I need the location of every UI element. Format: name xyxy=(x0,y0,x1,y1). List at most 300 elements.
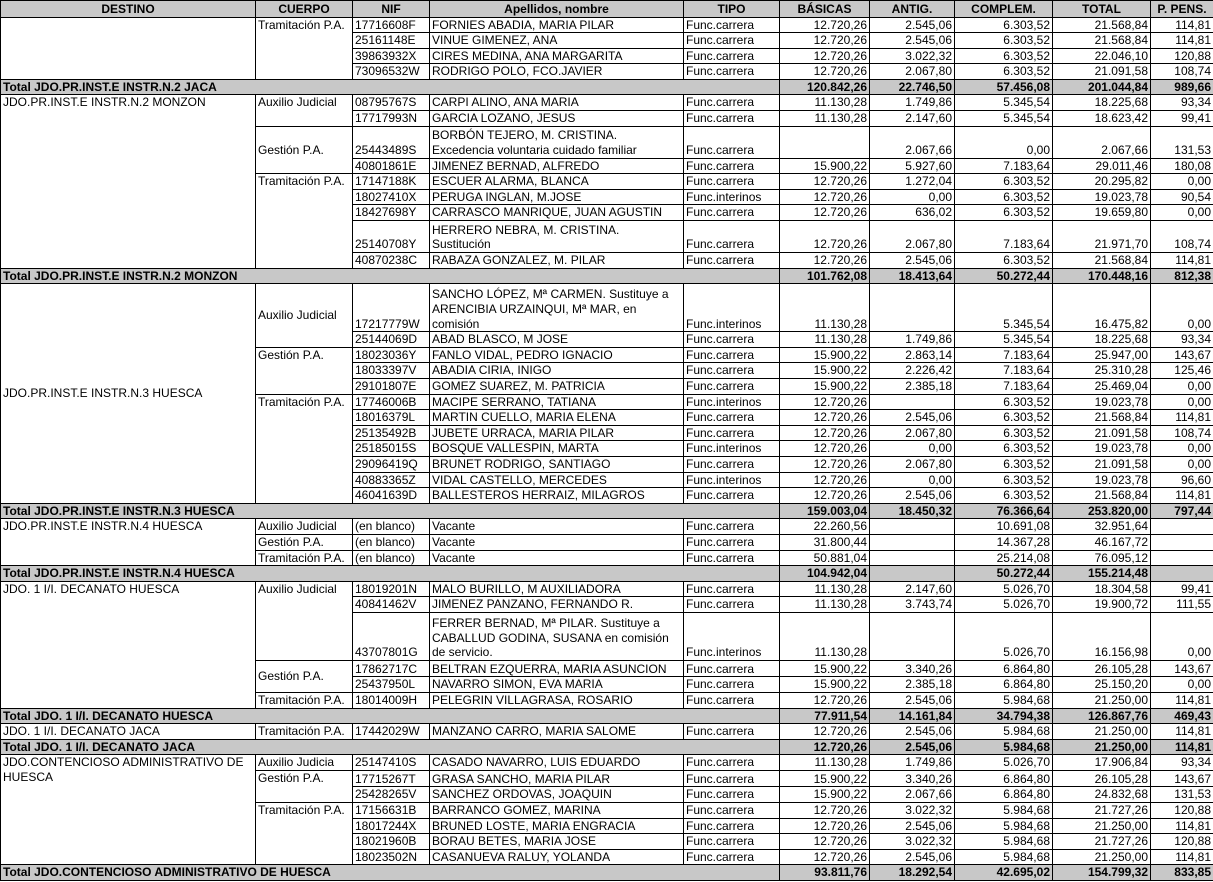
antig-cell[interactable] xyxy=(870,534,955,550)
basicas-cell[interactable]: 12.720,26 xyxy=(780,221,870,253)
tipo-cell[interactable]: Func.carrera xyxy=(684,849,780,865)
nombre-cell[interactable]: Vacante xyxy=(430,519,684,535)
ppens-cell[interactable]: 114,81 xyxy=(1151,849,1213,865)
column-header-basicas[interactable]: BÁSICAS xyxy=(780,1,870,18)
tipo-cell[interactable]: Func.carrera xyxy=(684,48,780,64)
cuerpo-cell[interactable]: Tramitación P.A. xyxy=(256,693,353,709)
ppens-cell[interactable]: 93,34 xyxy=(1151,332,1213,348)
tipo-cell[interactable]: Func.carrera xyxy=(684,221,780,253)
nombre-cell[interactable]: RODRIGO POLO, FCO.JAVIER xyxy=(430,64,684,80)
antig-cell[interactable]: 2.067,80 xyxy=(870,456,955,472)
complem-cell[interactable]: 5.984,68 xyxy=(955,724,1053,740)
basicas-cell[interactable]: 12.720,26 xyxy=(780,189,870,205)
antig-cell[interactable]: 2.067,80 xyxy=(870,64,955,80)
tipo-cell[interactable]: Func.carrera xyxy=(684,677,780,693)
total-label-cell[interactable]: Total JDO.PR.INST.E INSTR.N.4 HUESCA xyxy=(1,566,780,582)
column-header-destino[interactable]: DESTINO xyxy=(1,1,256,18)
complem-cell[interactable]: 5.984,68 xyxy=(955,818,1053,834)
total-cell[interactable]: 126.867,76 xyxy=(1053,708,1151,724)
complem-cell[interactable]: 6.303,52 xyxy=(955,456,1053,472)
nombre-cell[interactable]: Vacante xyxy=(430,550,684,566)
antig-cell[interactable]: 0,00 xyxy=(870,441,955,457)
nif-cell[interactable]: 43707801G xyxy=(353,612,430,660)
nif-cell[interactable]: 18014009H xyxy=(353,693,430,709)
complem-cell[interactable]: 6.303,52 xyxy=(955,205,1053,221)
basicas-cell[interactable]: 12.720,26 xyxy=(780,394,870,410)
total-label-cell[interactable]: Total JDO.PR.INST.E INSTR.N.2 MONZON xyxy=(1,268,780,284)
total-cell[interactable]: 46.167,72 xyxy=(1053,534,1151,550)
tipo-cell[interactable]: Func.carrera xyxy=(684,347,780,363)
complem-cell[interactable]: 34.794,38 xyxy=(955,708,1053,724)
basicas-cell[interactable]: 15.900,22 xyxy=(780,347,870,363)
complem-cell[interactable]: 5.984,68 xyxy=(955,693,1053,709)
antig-cell[interactable]: 3.022,32 xyxy=(870,803,955,819)
complem-cell[interactable]: 6.303,52 xyxy=(955,64,1053,80)
complem-cell[interactable]: 6.303,52 xyxy=(955,48,1053,64)
basicas-cell[interactable]: 12.720,26 xyxy=(780,174,870,190)
destino-cell[interactable]: JDO.PR.INST.E INSTR.N.3 HUESCA xyxy=(1,284,256,504)
ppens-cell[interactable] xyxy=(1151,550,1213,566)
ppens-cell[interactable]: 0,00 xyxy=(1151,174,1213,190)
nif-cell[interactable]: 18019201N xyxy=(353,581,430,597)
ppens-cell[interactable] xyxy=(1151,534,1213,550)
antig-cell[interactable]: 18.413,64 xyxy=(870,268,955,284)
tipo-cell[interactable]: Func.carrera xyxy=(684,519,780,535)
total-cell[interactable]: 154.799,32 xyxy=(1053,865,1151,881)
ppens-cell[interactable]: 0,00 xyxy=(1151,441,1213,457)
antig-cell[interactable]: 2.545,06 xyxy=(870,849,955,865)
total-cell[interactable]: 170.448,16 xyxy=(1053,268,1151,284)
basicas-cell[interactable]: 101.762,08 xyxy=(780,268,870,284)
nombre-cell[interactable]: ABAD BLASCO, M JOSE xyxy=(430,332,684,348)
ppens-cell[interactable]: 114,81 xyxy=(1151,17,1213,33)
complem-cell[interactable]: 5.345,54 xyxy=(955,284,1053,332)
complem-cell[interactable]: 5.026,70 xyxy=(955,755,1053,771)
nombre-cell[interactable]: GRASA SANCHO, MARIA PILAR xyxy=(430,770,684,787)
tipo-cell[interactable]: Func.carrera xyxy=(684,126,780,158)
basicas-cell[interactable]: 15.900,22 xyxy=(780,660,870,677)
basicas-cell[interactable]: 12.720,26 xyxy=(780,472,870,488)
total-cell[interactable]: 21.568,84 xyxy=(1053,17,1151,33)
antig-cell[interactable]: 2.545,06 xyxy=(870,739,955,755)
total-cell[interactable]: 26.105,28 xyxy=(1053,660,1151,677)
basicas-cell[interactable]: 12.720,26 xyxy=(780,441,870,457)
ppens-cell[interactable]: 108,74 xyxy=(1151,64,1213,80)
ppens-cell[interactable]: 180,08 xyxy=(1151,158,1213,174)
basicas-cell[interactable]: 11.130,28 xyxy=(780,111,870,127)
complem-cell[interactable]: 50.272,44 xyxy=(955,566,1053,582)
complem-cell[interactable]: 25.214,08 xyxy=(955,550,1053,566)
tipo-cell[interactable]: Func.interinos xyxy=(684,612,780,660)
nombre-cell[interactable]: MARTIN CUELLO, MARIA ELENA xyxy=(430,410,684,426)
antig-cell[interactable]: 2.545,06 xyxy=(870,410,955,426)
tipo-cell[interactable]: Func.carrera xyxy=(684,724,780,740)
tipo-cell[interactable]: Func.interinos xyxy=(684,394,780,410)
nif-cell[interactable]: 25135492B xyxy=(353,425,430,441)
ppens-cell[interactable]: 99,41 xyxy=(1151,581,1213,597)
ppens-cell[interactable]: 114,81 xyxy=(1151,818,1213,834)
tipo-cell[interactable]: Func.carrera xyxy=(684,660,780,677)
nif-cell[interactable]: 08795767S xyxy=(353,95,430,111)
antig-cell[interactable]: 2.545,06 xyxy=(870,33,955,49)
total-cell[interactable]: 21.091,58 xyxy=(1053,456,1151,472)
column-header-complem[interactable]: COMPLEM. xyxy=(955,1,1053,18)
complem-cell[interactable]: 5.984,68 xyxy=(955,849,1053,865)
nombre-cell[interactable]: FANLO VIDAL, PEDRO IGNACIO xyxy=(430,347,684,363)
antig-cell[interactable]: 14.161,84 xyxy=(870,708,955,724)
total-cell[interactable]: 19.900,72 xyxy=(1053,597,1151,613)
nombre-cell[interactable]: JIMENEZ BERNAD, ALFREDO xyxy=(430,158,684,174)
destino-cell[interactable]: JDO.PR.INST.E INSTR.N.2 MONZON xyxy=(1,95,256,268)
ppens-cell[interactable]: 0,00 xyxy=(1151,612,1213,660)
nombre-cell[interactable]: FERRER BERNAD, Mª PILAR. Sustituye a CABALLUD GODINA, SUSANA en comisión de servicio. xyxy=(430,612,684,660)
tipo-cell[interactable]: Func.interinos xyxy=(684,189,780,205)
antig-cell[interactable]: 2.067,66 xyxy=(870,126,955,158)
nif-cell[interactable]: 18033397V xyxy=(353,363,430,379)
complem-cell[interactable]: 5.984,68 xyxy=(955,834,1053,850)
nif-cell[interactable]: (en blanco) xyxy=(353,550,430,566)
nombre-cell[interactable]: VIDAL CASTELLO, MERCEDES xyxy=(430,472,684,488)
complem-cell[interactable]: 6.864,80 xyxy=(955,660,1053,677)
ppens-cell[interactable]: 108,74 xyxy=(1151,221,1213,253)
nombre-cell[interactable]: CARRASCO MANRIQUE, JUAN AGUSTIN xyxy=(430,205,684,221)
ppens-cell[interactable]: 108,74 xyxy=(1151,425,1213,441)
complem-cell[interactable]: 6.864,80 xyxy=(955,787,1053,803)
tipo-cell[interactable]: Func.carrera xyxy=(684,693,780,709)
total-cell[interactable]: 18.225,68 xyxy=(1053,95,1151,111)
nif-cell[interactable]: (en blanco) xyxy=(353,519,430,535)
nif-cell[interactable]: 25428265V xyxy=(353,787,430,803)
nif-cell[interactable]: 18427698Y xyxy=(353,205,430,221)
ppens-cell[interactable]: 812,38 xyxy=(1151,268,1213,284)
ppens-cell[interactable]: 131,53 xyxy=(1151,787,1213,803)
ppens-cell[interactable]: 469,43 xyxy=(1151,708,1213,724)
basicas-cell[interactable]: 12.720,26 xyxy=(780,456,870,472)
total-cell[interactable]: 21.250,00 xyxy=(1053,818,1151,834)
nombre-cell[interactable]: BORBÓN TEJERO, M. CRISTINA. Excedencia voluntaria cuidado familiar xyxy=(430,126,684,158)
ppens-cell[interactable]: 111,55 xyxy=(1151,597,1213,613)
antig-cell[interactable]: 0,00 xyxy=(870,472,955,488)
nombre-cell[interactable]: JUBETE URRACA, MARIA PILAR xyxy=(430,425,684,441)
total-cell[interactable]: 2.067,66 xyxy=(1053,126,1151,158)
total-label-cell[interactable]: Total JDO.PR.INST.E INSTR.N.2 JACA xyxy=(1,79,780,95)
tipo-cell[interactable]: Func.carrera xyxy=(684,33,780,49)
total-cell[interactable]: 21.250,00 xyxy=(1053,724,1151,740)
basicas-cell[interactable]: 12.720,26 xyxy=(780,849,870,865)
complem-cell[interactable]: 50.272,44 xyxy=(955,268,1053,284)
complem-cell[interactable]: 6.864,80 xyxy=(955,770,1053,787)
antig-cell[interactable]: 22.746,50 xyxy=(870,79,955,95)
nif-cell[interactable]: 17147188K xyxy=(353,174,430,190)
nif-cell[interactable]: 40841462V xyxy=(353,597,430,613)
total-cell[interactable]: 21.091,58 xyxy=(1053,64,1151,80)
nif-cell[interactable]: 18023036Y xyxy=(353,347,430,363)
nombre-cell[interactable]: CASADO NAVARRO, LUIS EDUARDO xyxy=(430,755,684,771)
nif-cell[interactable]: 25144069D xyxy=(353,332,430,348)
complem-cell[interactable]: 6.303,52 xyxy=(955,394,1053,410)
tipo-cell[interactable]: Func.carrera xyxy=(684,332,780,348)
nif-cell[interactable]: 18021960B xyxy=(353,834,430,850)
complem-cell[interactable]: 7.183,64 xyxy=(955,363,1053,379)
total-label-cell[interactable]: Total JDO.PR.INST.E INSTR.N.3 HUESCA xyxy=(1,503,780,519)
ppens-cell[interactable]: 131,53 xyxy=(1151,126,1213,158)
nif-cell[interactable]: 17715267T xyxy=(353,770,430,787)
tipo-cell[interactable]: Func.carrera xyxy=(684,111,780,127)
ppens-cell[interactable]: 0,00 xyxy=(1151,379,1213,395)
cuerpo-cell[interactable]: Tramitación P.A. xyxy=(256,17,353,79)
basicas-cell[interactable]: 120.842,26 xyxy=(780,79,870,95)
antig-cell[interactable]: 0,00 xyxy=(870,189,955,205)
nif-cell[interactable]: 39863932X xyxy=(353,48,430,64)
column-header-ppens[interactable]: P. PENS. xyxy=(1151,1,1213,18)
total-cell[interactable]: 20.295,82 xyxy=(1053,174,1151,190)
nombre-cell[interactable]: SANCHO LÓPEZ, Mª CARMEN. Sustituye a ARENCIBIA URZAINQUI, Mª MAR, en comisión xyxy=(430,284,684,332)
nombre-cell[interactable]: BORAU BETES, MARIA JOSE xyxy=(430,834,684,850)
antig-cell[interactable]: 2.067,80 xyxy=(870,425,955,441)
ppens-cell[interactable]: 114,81 xyxy=(1151,33,1213,49)
nif-cell[interactable]: 25443489S xyxy=(353,126,430,158)
ppens-cell[interactable]: 833,85 xyxy=(1151,865,1213,881)
ppens-cell[interactable]: 120,88 xyxy=(1151,48,1213,64)
tipo-cell[interactable]: Func.interinos xyxy=(684,441,780,457)
cuerpo-cell[interactable]: Gestión P.A. xyxy=(256,770,353,802)
nif-cell[interactable]: 25185015S xyxy=(353,441,430,457)
nombre-cell[interactable]: PERUGA INGLAN, M.JOSE xyxy=(430,189,684,205)
basicas-cell[interactable]: 11.130,28 xyxy=(780,597,870,613)
basicas-cell[interactable]: 11.130,28 xyxy=(780,332,870,348)
basicas-cell[interactable]: 11.130,28 xyxy=(780,581,870,597)
ppens-cell[interactable]: 797,44 xyxy=(1151,503,1213,519)
nif-cell[interactable]: 25140708Y xyxy=(353,221,430,253)
nombre-cell[interactable]: ESCUER ALARMA, BLANCA xyxy=(430,174,684,190)
complem-cell[interactable]: 5.026,70 xyxy=(955,612,1053,660)
antig-cell[interactable]: 2.863,14 xyxy=(870,347,955,363)
total-cell[interactable]: 21.568,84 xyxy=(1053,410,1151,426)
tipo-cell[interactable]: Func.carrera xyxy=(684,581,780,597)
cuerpo-cell[interactable]: Gestión P.A. xyxy=(256,534,353,550)
total-cell[interactable]: 21.727,26 xyxy=(1053,803,1151,819)
nif-cell[interactable]: 17217779W xyxy=(353,284,430,332)
complem-cell[interactable]: 5.984,68 xyxy=(955,803,1053,819)
cuerpo-cell[interactable]: Gestión P.A. xyxy=(256,660,353,692)
ppens-cell[interactable]: 114,81 xyxy=(1151,253,1213,269)
ppens-cell[interactable]: 0,00 xyxy=(1151,205,1213,221)
antig-cell[interactable]: 2.147,60 xyxy=(870,111,955,127)
nif-cell[interactable]: 29101807E xyxy=(353,379,430,395)
total-cell[interactable]: 16.475,82 xyxy=(1053,284,1151,332)
cuerpo-cell[interactable]: Auxilio Judicia xyxy=(256,755,353,771)
total-cell[interactable]: 29.011,46 xyxy=(1053,158,1151,174)
ppens-cell[interactable]: 99,41 xyxy=(1151,111,1213,127)
destino-cell[interactable] xyxy=(1,17,256,79)
basicas-cell[interactable]: 12.720,26 xyxy=(780,410,870,426)
column-header-nombre[interactable]: Apellidos, nombre xyxy=(430,1,684,18)
complem-cell[interactable]: 7.183,64 xyxy=(955,379,1053,395)
complem-cell[interactable]: 7.183,64 xyxy=(955,347,1053,363)
nombre-cell[interactable]: MANZANO CARRO, MARIA SALOME xyxy=(430,724,684,740)
antig-cell[interactable] xyxy=(870,566,955,582)
basicas-cell[interactable]: 12.720,26 xyxy=(780,48,870,64)
antig-cell[interactable]: 18.450,32 xyxy=(870,503,955,519)
total-cell[interactable]: 21.568,84 xyxy=(1053,33,1151,49)
basicas-cell[interactable]: 15.900,22 xyxy=(780,787,870,803)
antig-cell[interactable]: 2.545,06 xyxy=(870,488,955,504)
total-cell[interactable]: 76.095,12 xyxy=(1053,550,1151,566)
complem-cell[interactable]: 6.303,52 xyxy=(955,253,1053,269)
basicas-cell[interactable]: 12.720,26 xyxy=(780,425,870,441)
complem-cell[interactable]: 10.691,08 xyxy=(955,519,1053,535)
tipo-cell[interactable]: Func.carrera xyxy=(684,456,780,472)
complem-cell[interactable]: 6.303,52 xyxy=(955,189,1053,205)
total-label-cell[interactable]: Total JDO. 1 I/I. DECANATO HUESCA xyxy=(1,708,780,724)
complem-cell[interactable]: 6.303,52 xyxy=(955,174,1053,190)
basicas-cell[interactable] xyxy=(780,126,870,158)
basicas-cell[interactable]: 11.130,28 xyxy=(780,284,870,332)
basicas-cell[interactable]: 12.720,26 xyxy=(780,803,870,819)
antig-cell[interactable] xyxy=(870,550,955,566)
antig-cell[interactable] xyxy=(870,284,955,332)
basicas-cell[interactable]: 15.900,22 xyxy=(780,770,870,787)
ppens-cell[interactable]: 114,81 xyxy=(1151,488,1213,504)
nombre-cell[interactable]: MALO BURILLO, M AUXILIADORA xyxy=(430,581,684,597)
tipo-cell[interactable]: Func.carrera xyxy=(684,770,780,787)
nombre-cell[interactable]: JIMENEZ PANZANO, FERNANDO R. xyxy=(430,597,684,613)
antig-cell[interactable] xyxy=(870,612,955,660)
total-cell[interactable]: 21.568,84 xyxy=(1053,253,1151,269)
complem-cell[interactable]: 6.303,52 xyxy=(955,472,1053,488)
destino-cell[interactable]: JDO.CONTENCIOSO ADMINISTRATIVO DE HUESCA xyxy=(1,755,256,865)
nif-cell[interactable]: 17862717C xyxy=(353,660,430,677)
ppens-cell[interactable]: 0,00 xyxy=(1151,394,1213,410)
tipo-cell[interactable]: Func.carrera xyxy=(684,174,780,190)
tipo-cell[interactable]: Func.carrera xyxy=(684,488,780,504)
nif-cell[interactable]: (en blanco) xyxy=(353,534,430,550)
total-cell[interactable]: 21.250,00 xyxy=(1053,693,1151,709)
ppens-cell[interactable]: 989,66 xyxy=(1151,79,1213,95)
total-cell[interactable]: 21.250,00 xyxy=(1053,739,1151,755)
complem-cell[interactable]: 76.366,64 xyxy=(955,503,1053,519)
antig-cell[interactable]: 2.067,66 xyxy=(870,787,955,803)
total-cell[interactable]: 19.023,78 xyxy=(1053,472,1151,488)
tipo-cell[interactable]: Func.carrera xyxy=(684,818,780,834)
nombre-cell[interactable]: PELEGRIN VILLAGRASA, ROSARIO xyxy=(430,693,684,709)
ppens-cell[interactable]: 93,34 xyxy=(1151,95,1213,111)
total-cell[interactable]: 155.214,48 xyxy=(1053,566,1151,582)
nif-cell[interactable]: 73096532W xyxy=(353,64,430,80)
basicas-cell[interactable]: 12.720,26 xyxy=(780,488,870,504)
column-header-cuerpo[interactable]: CUERPO xyxy=(256,1,353,18)
nif-cell[interactable]: 17156631B xyxy=(353,803,430,819)
complem-cell[interactable]: 5.984,68 xyxy=(955,739,1053,755)
ppens-cell[interactable]: 120,88 xyxy=(1151,834,1213,850)
basicas-cell[interactable]: 104.942,04 xyxy=(780,566,870,582)
nombre-cell[interactable]: BRUNET RODRIGO, SANTIAGO xyxy=(430,456,684,472)
antig-cell[interactable] xyxy=(870,394,955,410)
total-cell[interactable]: 18.623,42 xyxy=(1053,111,1151,127)
total-cell[interactable]: 201.044,84 xyxy=(1053,79,1151,95)
tipo-cell[interactable]: Func.carrera xyxy=(684,550,780,566)
nif-cell[interactable]: 25437950L xyxy=(353,677,430,693)
nif-cell[interactable]: 25161148E xyxy=(353,33,430,49)
tipo-cell[interactable]: Func.carrera xyxy=(684,379,780,395)
ppens-cell[interactable]: 96,60 xyxy=(1151,472,1213,488)
total-cell[interactable]: 21.971,70 xyxy=(1053,221,1151,253)
total-cell[interactable]: 19.023,78 xyxy=(1053,441,1151,457)
ppens-cell[interactable]: 120,88 xyxy=(1151,803,1213,819)
complem-cell[interactable]: 0,00 xyxy=(955,126,1053,158)
total-cell[interactable]: 253.820,00 xyxy=(1053,503,1151,519)
basicas-cell[interactable]: 15.900,22 xyxy=(780,363,870,379)
cuerpo-cell[interactable]: Tramitación P.A. xyxy=(256,550,353,566)
ppens-cell[interactable]: 114,81 xyxy=(1151,724,1213,740)
nif-cell[interactable]: 40801861E xyxy=(353,158,430,174)
basicas-cell[interactable]: 15.900,22 xyxy=(780,379,870,395)
nif-cell[interactable]: 40870238C xyxy=(353,253,430,269)
total-cell[interactable]: 17.906,84 xyxy=(1053,755,1151,771)
antig-cell[interactable]: 3.340,26 xyxy=(870,660,955,677)
nif-cell[interactable]: 40883365Z xyxy=(353,472,430,488)
column-header-total[interactable]: TOTAL xyxy=(1053,1,1151,18)
nombre-cell[interactable]: Vacante xyxy=(430,534,684,550)
nif-cell[interactable]: 18027410X xyxy=(353,189,430,205)
tipo-cell[interactable]: Func.carrera xyxy=(684,787,780,803)
ppens-cell[interactable]: 114,81 xyxy=(1151,693,1213,709)
antig-cell[interactable]: 3.340,26 xyxy=(870,770,955,787)
basicas-cell[interactable]: 12.720,26 xyxy=(780,739,870,755)
nombre-cell[interactable]: ABADIA CIRIA, INIGO xyxy=(430,363,684,379)
antig-cell[interactable]: 2.385,18 xyxy=(870,379,955,395)
tipo-cell[interactable]: Func.carrera xyxy=(684,534,780,550)
basicas-cell[interactable]: 12.720,26 xyxy=(780,693,870,709)
cuerpo-cell[interactable]: Gestión P.A. xyxy=(256,347,353,394)
complem-cell[interactable]: 7.183,64 xyxy=(955,221,1053,253)
total-cell[interactable]: 22.046,10 xyxy=(1053,48,1151,64)
nombre-cell[interactable]: SANCHEZ ORDOVAS, JOAQUIN xyxy=(430,787,684,803)
antig-cell[interactable]: 2.545,06 xyxy=(870,253,955,269)
complem-cell[interactable]: 57.456,08 xyxy=(955,79,1053,95)
nombre-cell[interactable]: BALLESTEROS HERRAIZ, MILAGROS xyxy=(430,488,684,504)
complem-cell[interactable]: 14.367,28 xyxy=(955,534,1053,550)
nombre-cell[interactable]: NAVARRO SIMON, EVA MARIA xyxy=(430,677,684,693)
nombre-cell[interactable]: BOSQUE VALLESPIN, MARTA xyxy=(430,441,684,457)
complem-cell[interactable]: 6.864,80 xyxy=(955,677,1053,693)
complem-cell[interactable]: 7.183,64 xyxy=(955,158,1053,174)
nombre-cell[interactable]: RABAZA GONZALEZ, M. PILAR xyxy=(430,253,684,269)
destino-cell[interactable]: JDO.PR.INST.E INSTR.N.4 HUESCA xyxy=(1,519,256,566)
ppens-cell[interactable]: 93,34 xyxy=(1151,755,1213,771)
antig-cell[interactable]: 2.147,60 xyxy=(870,581,955,597)
basicas-cell[interactable]: 11.130,28 xyxy=(780,612,870,660)
total-cell[interactable]: 25.469,04 xyxy=(1053,379,1151,395)
nif-cell[interactable]: 17716608F xyxy=(353,17,430,33)
antig-cell[interactable] xyxy=(870,519,955,535)
ppens-cell[interactable]: 143,67 xyxy=(1151,770,1213,787)
antig-cell[interactable]: 2.385,18 xyxy=(870,677,955,693)
nif-cell[interactable]: 18016379L xyxy=(353,410,430,426)
tipo-cell[interactable]: Func.carrera xyxy=(684,803,780,819)
tipo-cell[interactable]: Func.carrera xyxy=(684,95,780,111)
ppens-cell[interactable]: 125,46 xyxy=(1151,363,1213,379)
ppens-cell[interactable]: 114,81 xyxy=(1151,739,1213,755)
tipo-cell[interactable]: Func.carrera xyxy=(684,253,780,269)
antig-cell[interactable]: 18.292,54 xyxy=(870,865,955,881)
complem-cell[interactable]: 6.303,52 xyxy=(955,410,1053,426)
tipo-cell[interactable]: Func.interinos xyxy=(684,472,780,488)
total-cell[interactable]: 19.023,78 xyxy=(1053,189,1151,205)
destino-cell[interactable]: JDO. 1 I/I. DECANATO HUESCA xyxy=(1,581,256,708)
nombre-cell[interactable]: BELTRAN EZQUERRA, MARIA ASUNCION xyxy=(430,660,684,677)
ppens-cell[interactable] xyxy=(1151,519,1213,535)
